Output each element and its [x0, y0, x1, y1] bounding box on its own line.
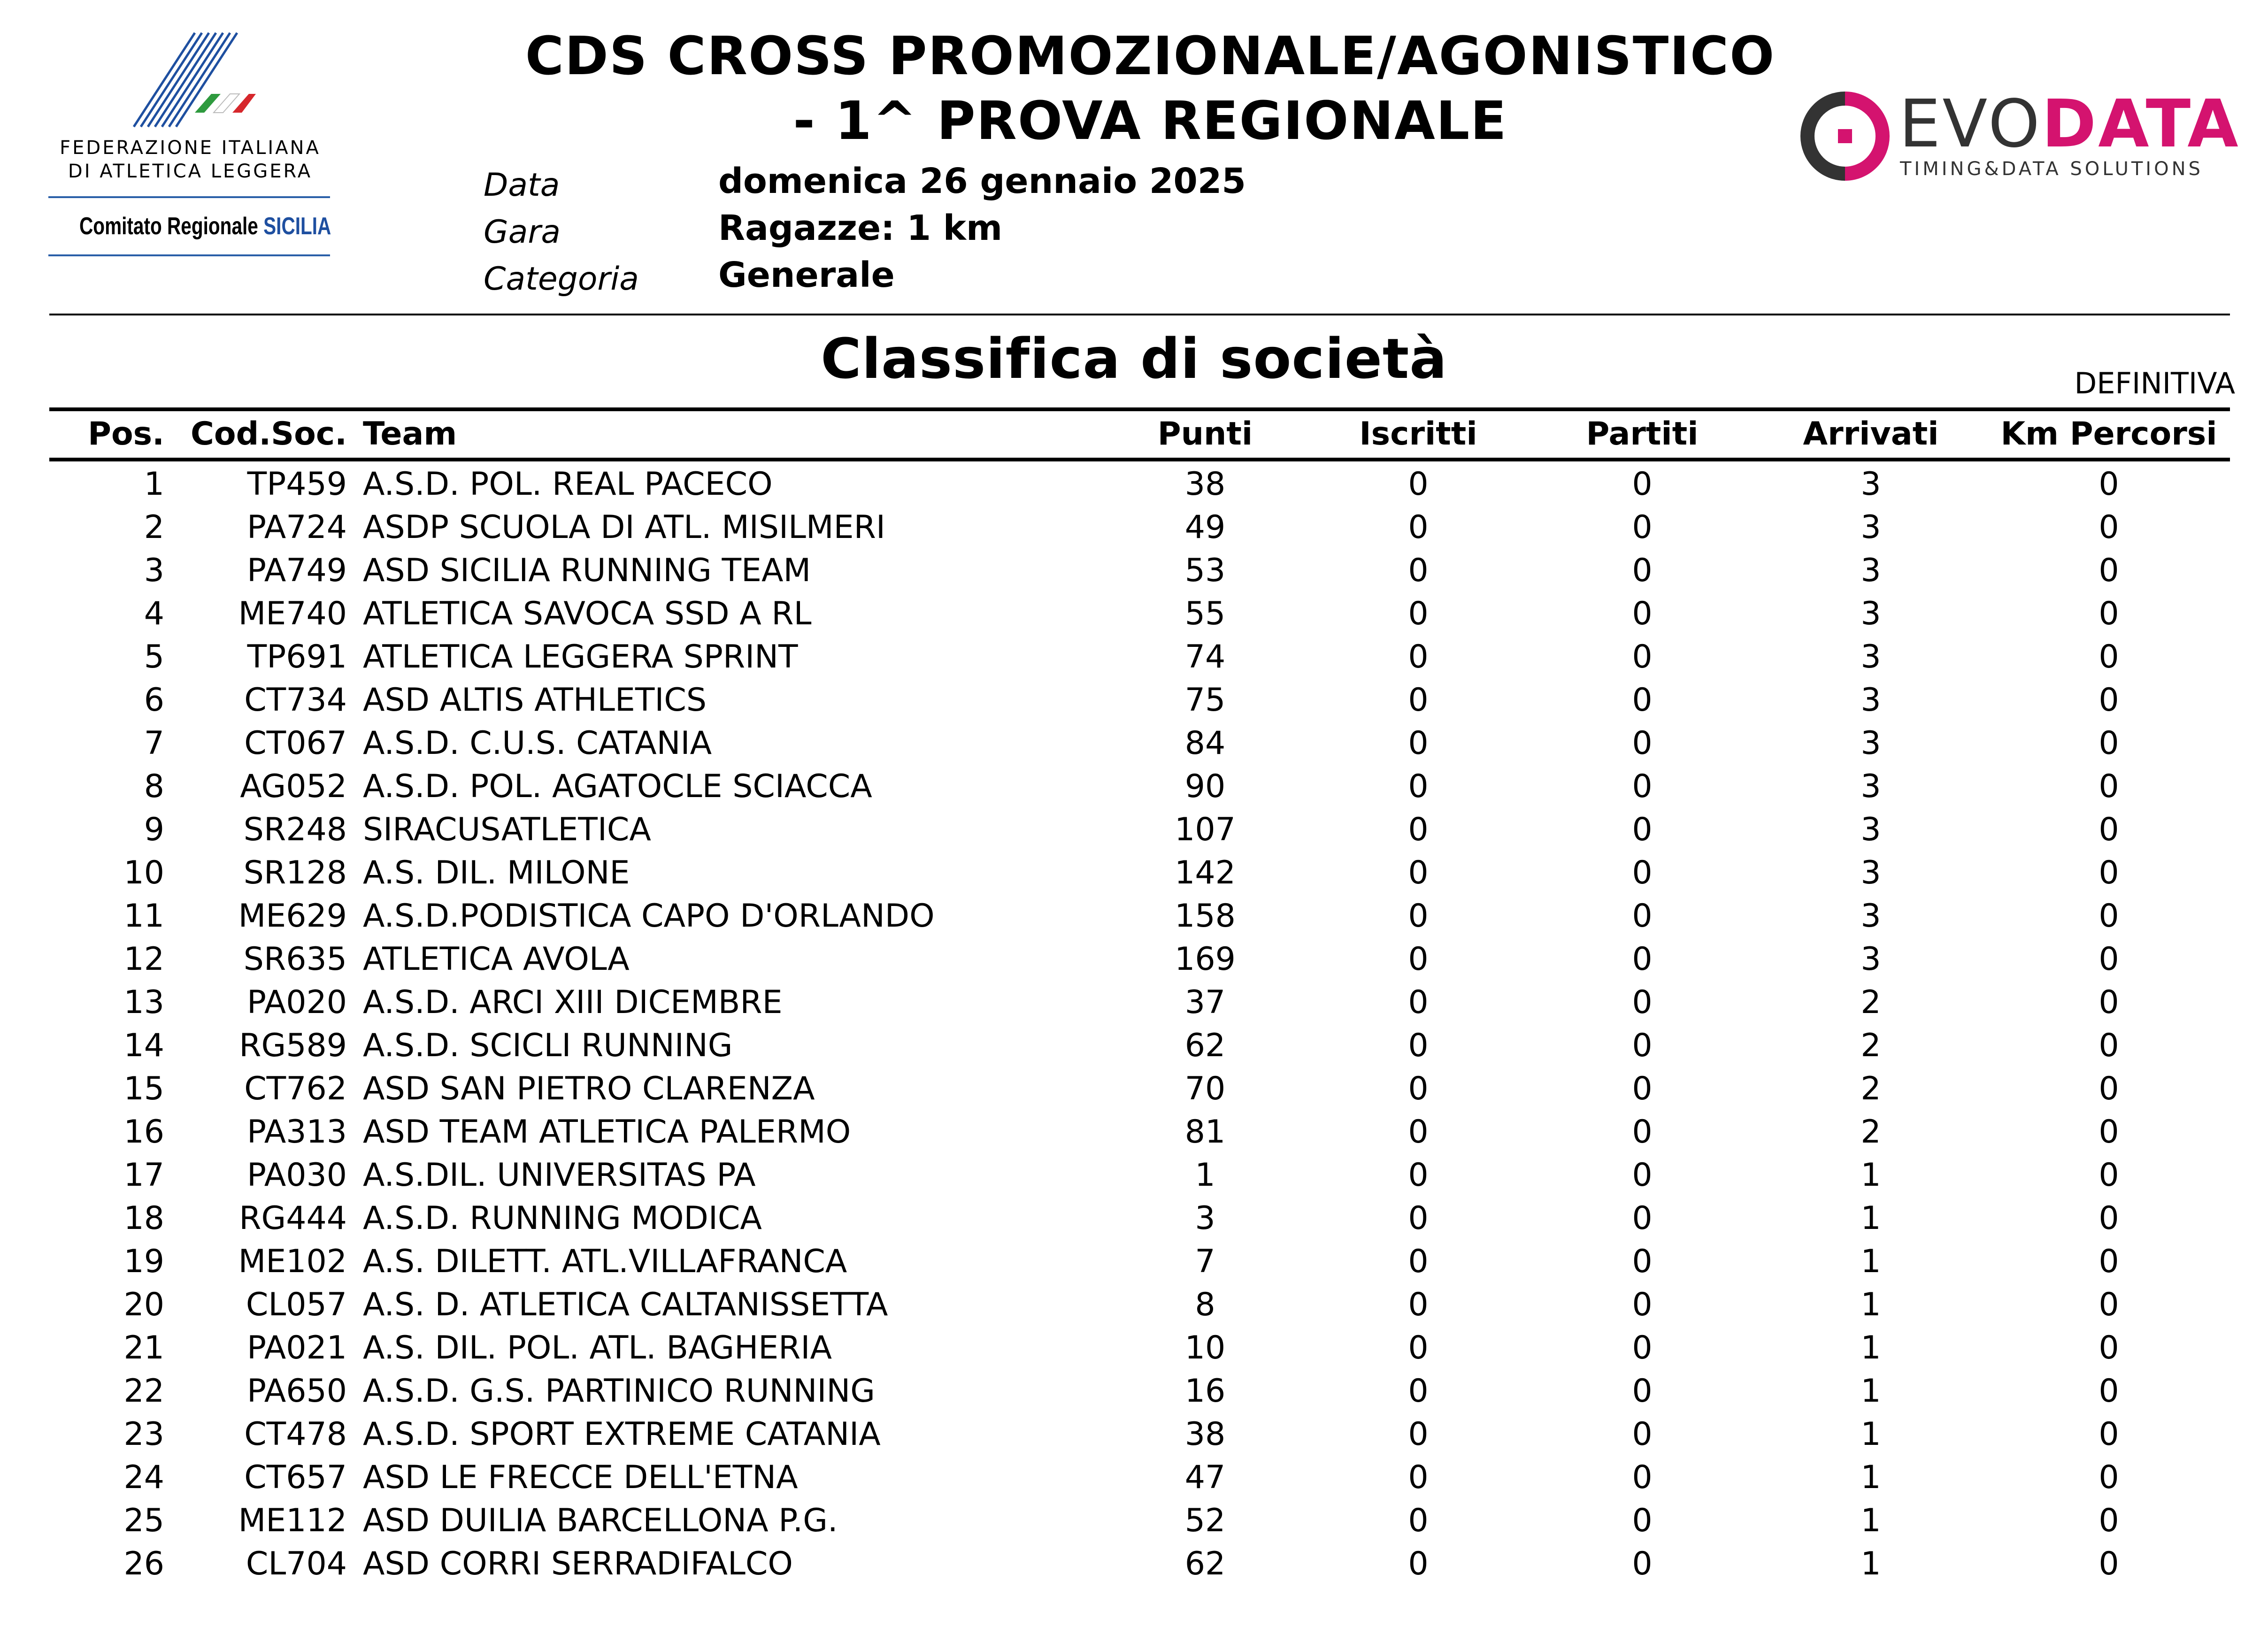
cell-arrivati: 2: [1861, 984, 1881, 1021]
cell-cod: PA749: [247, 552, 347, 589]
info-value-gara: Ragazze: 1 km: [718, 208, 1003, 248]
cell-punti: 62: [1184, 1027, 1226, 1064]
cell-km: 0: [2099, 941, 2119, 978]
table-row: [0, 679, 2268, 722]
cell-iscritti: 0: [1408, 1113, 1429, 1151]
cell-pos: 26: [123, 1545, 164, 1582]
cell-arrivati: 1: [1861, 1157, 1881, 1194]
cell-iscritti: 0: [1408, 768, 1429, 805]
cell-punti: 38: [1184, 466, 1226, 503]
col-header-punti: Punti: [1157, 415, 1253, 453]
cell-team: ASD ALTIS ATHLETICS: [363, 682, 707, 719]
cell-km: 0: [2099, 1157, 2119, 1194]
cell-km: 0: [2099, 552, 2119, 589]
cell-team: A.S. DIL. MILONE: [363, 854, 630, 891]
cell-iscritti: 0: [1408, 1070, 1429, 1107]
cell-pos: 6: [144, 682, 164, 719]
cell-team: A.S. DILETT. ATL.VILLAFRANCA: [363, 1243, 847, 1280]
cell-partiti: 0: [1632, 1373, 1653, 1410]
cell-arrivati: 3: [1861, 509, 1881, 546]
info-label-categoria: Categoria: [484, 261, 639, 298]
cell-team: ATLETICA SAVOCA SSD A RL: [363, 595, 812, 632]
fidal-rule-top: [48, 196, 330, 198]
cell-punti: 158: [1175, 898, 1236, 935]
cell-partiti: 0: [1632, 1027, 1653, 1064]
cell-punti: 70: [1184, 1070, 1226, 1107]
table-row: [0, 463, 2268, 506]
cell-iscritti: 0: [1408, 682, 1429, 719]
table-row: [0, 1543, 2268, 1586]
cell-cod: CT657: [244, 1459, 347, 1496]
cell-km: 0: [2099, 466, 2119, 503]
cell-team: ASD LE FRECCE DELL'ETNA: [363, 1459, 798, 1496]
cell-team: A.S.D. SCICLI RUNNING: [363, 1027, 733, 1064]
cell-partiti: 0: [1632, 638, 1653, 675]
cell-team: A.S.D. ARCI XIII DICEMBRE: [363, 984, 783, 1021]
cell-punti: 49: [1184, 509, 1226, 546]
fidal-name-line2: DI ATLETICA LEGGERA: [68, 161, 313, 182]
cell-punti: 8: [1195, 1286, 1215, 1323]
table-row: [0, 549, 2268, 592]
cell-pos: 16: [123, 1113, 164, 1151]
cell-iscritti: 0: [1408, 941, 1429, 978]
fidal-comitato-label: Comitato Regionale: [79, 213, 258, 240]
cell-punti: 81: [1184, 1113, 1226, 1151]
evodata-tagline: TIMING&DATA SOLUTIONS: [1900, 158, 2203, 180]
table-row: [0, 1240, 2268, 1283]
cell-arrivati: 1: [1861, 1200, 1881, 1237]
cell-km: 0: [2099, 1113, 2119, 1151]
cell-arrivati: 3: [1861, 595, 1881, 632]
cell-pos: 19: [123, 1243, 164, 1280]
cell-cod: CT478: [244, 1416, 347, 1453]
header-divider: [49, 314, 2230, 315]
cell-team: ASD SAN PIETRO CLARENZA: [363, 1070, 815, 1107]
cell-km: 0: [2099, 1329, 2119, 1366]
table-row: [0, 1370, 2268, 1413]
cell-iscritti: 0: [1408, 1157, 1429, 1194]
table-top-rule: [49, 407, 2230, 411]
col-header-team: Team: [363, 415, 457, 453]
cell-punti: 38: [1184, 1416, 1226, 1453]
cell-punti: 1: [1195, 1157, 1215, 1194]
cell-arrivati: 3: [1861, 466, 1881, 503]
cell-iscritti: 0: [1408, 466, 1429, 503]
cell-pos: 15: [123, 1070, 164, 1107]
evodata-evo: EVO: [1899, 86, 2042, 162]
cell-arrivati: 2: [1861, 1027, 1881, 1064]
cell-punti: 62: [1184, 1545, 1226, 1582]
table-row: [0, 722, 2268, 765]
page-title-line1: CDS CROSS PROMOZIONALE/AGONISTICO: [525, 26, 1776, 87]
col-header-partiti: Partiti: [1586, 415, 1699, 453]
cell-team: ATLETICA LEGGERA SPRINT: [363, 638, 798, 675]
cell-arrivati: 1: [1861, 1502, 1881, 1539]
cell-partiti: 0: [1632, 1416, 1653, 1453]
cell-km: 0: [2099, 1545, 2119, 1582]
table-row: [0, 1111, 2268, 1154]
cell-arrivati: 3: [1861, 725, 1881, 762]
cell-km: 0: [2099, 768, 2119, 805]
cell-km: 0: [2099, 1459, 2119, 1496]
cell-pos: 2: [144, 509, 164, 546]
cell-pos: 8: [144, 768, 164, 805]
cell-team: ASD TEAM ATLETICA PALERMO: [363, 1113, 851, 1151]
cell-pos: 22: [123, 1373, 164, 1410]
cell-km: 0: [2099, 638, 2119, 675]
cell-cod: CT067: [244, 725, 347, 762]
cell-arrivati: 3: [1861, 552, 1881, 589]
cell-arrivati: 3: [1861, 811, 1881, 848]
fidal-stripes-icon: [124, 28, 256, 131]
cell-iscritti: 0: [1408, 1459, 1429, 1496]
cell-cod: PA313: [247, 1113, 347, 1151]
cell-team: ASD DUILIA BARCELLONA P.G.: [363, 1502, 838, 1539]
cell-partiti: 0: [1632, 682, 1653, 719]
cell-pos: 21: [123, 1329, 164, 1366]
cell-team: A.S.DIL. UNIVERSITAS PA: [363, 1157, 756, 1194]
cell-team: ATLETICA AVOLA: [363, 941, 630, 978]
cell-arrivati: 3: [1861, 682, 1881, 719]
cell-arrivati: 3: [1861, 941, 1881, 978]
table-row: [0, 1067, 2268, 1111]
cell-iscritti: 0: [1408, 552, 1429, 589]
cell-punti: 47: [1184, 1459, 1226, 1496]
fidal-rule-bottom: [48, 254, 330, 256]
cell-km: 0: [2099, 898, 2119, 935]
cell-cod: SR248: [243, 811, 347, 848]
cell-punti: 10: [1184, 1329, 1226, 1366]
cell-pos: 13: [123, 984, 164, 1021]
cell-cod: PA021: [247, 1329, 347, 1366]
cell-partiti: 0: [1632, 1200, 1653, 1237]
cell-pos: 1: [144, 466, 164, 503]
table-row: [0, 895, 2268, 938]
col-header-km: Km Percorsi: [2000, 415, 2217, 453]
cell-cod: TP691: [247, 638, 347, 675]
cell-arrivati: 1: [1861, 1243, 1881, 1280]
cell-punti: 7: [1195, 1243, 1215, 1280]
cell-km: 0: [2099, 1286, 2119, 1323]
cell-partiti: 0: [1632, 1459, 1653, 1496]
cell-team: ASD CORRI SERRADIFALCO: [363, 1545, 793, 1582]
cell-iscritti: 0: [1408, 1329, 1429, 1366]
cell-pos: 14: [123, 1027, 164, 1064]
col-header-iscritti: Iscritti: [1359, 415, 1477, 453]
cell-partiti: 0: [1632, 595, 1653, 632]
table-row: [0, 592, 2268, 636]
cell-arrivati: 1: [1861, 1286, 1881, 1323]
cell-iscritti: 0: [1408, 725, 1429, 762]
cell-km: 0: [2099, 854, 2119, 891]
cell-km: 0: [2099, 984, 2119, 1021]
cell-iscritti: 0: [1408, 638, 1429, 675]
cell-cod: RG589: [239, 1027, 347, 1064]
cell-km: 0: [2099, 1070, 2119, 1107]
cell-arrivati: 1: [1861, 1373, 1881, 1410]
cell-team: A.S.D. POL. AGATOCLE SCIACCA: [363, 768, 872, 805]
info-label-data: Data: [484, 167, 560, 204]
cell-iscritti: 0: [1408, 1200, 1429, 1237]
cell-pos: 12: [123, 941, 164, 978]
cell-cod: ME629: [238, 898, 347, 935]
cell-km: 0: [2099, 811, 2119, 848]
cell-punti: 75: [1184, 682, 1226, 719]
cell-iscritti: 0: [1408, 1416, 1429, 1453]
page-title-line2: - 1^ PROVA REGIONALE: [793, 91, 1507, 152]
info-value-data: domenica 26 gennaio 2025: [718, 161, 1246, 201]
cell-team: ASD SICILIA RUNNING TEAM: [363, 552, 811, 589]
cell-cod: PA724: [247, 509, 347, 546]
table-row: [0, 1024, 2268, 1067]
cell-pos: 18: [123, 1200, 164, 1237]
evodata-data: DATA: [2041, 86, 2240, 162]
cell-partiti: 0: [1632, 1286, 1653, 1323]
cell-partiti: 0: [1632, 1329, 1653, 1366]
cell-pos: 9: [144, 811, 164, 848]
cell-cod: SR128: [243, 854, 347, 891]
cell-team: A.S.D. POL. REAL PACECO: [363, 466, 773, 503]
cell-km: 0: [2099, 509, 2119, 546]
table-row: [0, 1327, 2268, 1370]
cell-punti: 84: [1184, 725, 1226, 762]
col-header-cod: Cod.Soc.: [191, 415, 347, 453]
cell-km: 0: [2099, 1027, 2119, 1064]
cell-km: 0: [2099, 682, 2119, 719]
cell-iscritti: 0: [1408, 509, 1429, 546]
cell-team: A.S. DIL. POL. ATL. BAGHERIA: [363, 1329, 832, 1366]
cell-arrivati: 3: [1861, 854, 1881, 891]
cell-iscritti: 0: [1408, 898, 1429, 935]
cell-arrivati: 1: [1861, 1416, 1881, 1453]
cell-iscritti: 0: [1408, 1243, 1429, 1280]
table-row: [0, 808, 2268, 852]
cell-punti: 37: [1184, 984, 1226, 1021]
cell-partiti: 0: [1632, 941, 1653, 978]
cell-partiti: 0: [1632, 1502, 1653, 1539]
fidal-comitato: [79, 212, 331, 240]
cell-partiti: 0: [1632, 1157, 1653, 1194]
cell-pos: 20: [123, 1286, 164, 1323]
status-badge: DEFINITIVA: [2074, 366, 2235, 400]
cell-iscritti: 0: [1408, 1502, 1429, 1539]
fidal-name-line1: FEDERAZIONE ITALIANA: [60, 137, 321, 159]
cell-pos: 4: [144, 595, 164, 632]
cell-iscritti: 0: [1408, 1545, 1429, 1582]
cell-punti: 16: [1184, 1373, 1226, 1410]
fidal-logo: [45, 28, 336, 263]
info-label-gara: Gara: [484, 214, 561, 251]
cell-pos: 17: [123, 1157, 164, 1194]
cell-partiti: 0: [1632, 466, 1653, 503]
cell-cod: CT734: [244, 682, 347, 719]
info-value-categoria: Generale: [718, 255, 895, 295]
cell-partiti: 0: [1632, 509, 1653, 546]
cell-arrivati: 3: [1861, 768, 1881, 805]
table-row: [0, 636, 2268, 679]
cell-partiti: 0: [1632, 552, 1653, 589]
cell-pos: 5: [144, 638, 164, 675]
cell-arrivati: 3: [1861, 638, 1881, 675]
cell-arrivati: 1: [1861, 1459, 1881, 1496]
cell-partiti: 0: [1632, 898, 1653, 935]
table-row: [0, 1283, 2268, 1327]
cell-arrivati: 1: [1861, 1545, 1881, 1582]
cell-cod: ME112: [238, 1502, 347, 1539]
cell-pos: 10: [123, 854, 164, 891]
cell-iscritti: 0: [1408, 984, 1429, 1021]
cell-km: 0: [2099, 725, 2119, 762]
cell-partiti: 0: [1632, 768, 1653, 805]
table-row: [0, 852, 2268, 895]
cell-cod: CL057: [246, 1286, 347, 1323]
cell-cod: ME740: [238, 595, 347, 632]
cell-partiti: 0: [1632, 1243, 1653, 1280]
table-row: [0, 765, 2268, 808]
evodata-wordmark: [1899, 86, 2240, 162]
cell-pos: 3: [144, 552, 164, 589]
table-row: [0, 1413, 2268, 1456]
cell-cod: CT762: [244, 1070, 347, 1107]
cell-team: A.S. D. ATLETICA CALTANISSETTA: [363, 1286, 888, 1323]
evodata-ring-icon: [1800, 92, 1890, 181]
cell-km: 0: [2099, 1243, 2119, 1280]
cell-pos: 11: [123, 898, 164, 935]
table-row: [0, 938, 2268, 981]
cell-punti: 53: [1184, 552, 1226, 589]
cell-team: SIRACUSATLETICA: [363, 811, 651, 848]
cell-km: 0: [2099, 1416, 2119, 1453]
cell-team: A.S.D. RUNNING MODICA: [363, 1200, 762, 1237]
evodata-logo: [1800, 86, 2240, 185]
cell-punti: 142: [1175, 854, 1236, 891]
cell-iscritti: 0: [1408, 1286, 1429, 1323]
table-header-rule: [49, 458, 2230, 461]
col-header-pos: Pos.: [88, 415, 164, 453]
cell-partiti: 0: [1632, 1113, 1653, 1151]
cell-km: 0: [2099, 595, 2119, 632]
col-header-arrivati: Arrivati: [1803, 415, 1939, 453]
cell-iscritti: 0: [1408, 1373, 1429, 1410]
cell-punti: 107: [1175, 811, 1236, 848]
cell-arrivati: 1: [1861, 1329, 1881, 1366]
cell-punti: 3: [1195, 1200, 1215, 1237]
cell-team: ASDP SCUOLA DI ATL. MISILMERI: [363, 509, 885, 546]
cell-km: 0: [2099, 1373, 2119, 1410]
cell-punti: 52: [1184, 1502, 1226, 1539]
cell-cod: AG052: [240, 768, 347, 805]
cell-pos: 25: [123, 1502, 164, 1539]
cell-partiti: 0: [1632, 1070, 1653, 1107]
cell-cod: PA030: [247, 1157, 347, 1194]
cell-arrivati: 2: [1861, 1070, 1881, 1107]
cell-cod: RG444: [239, 1200, 347, 1237]
cell-punti: 74: [1184, 638, 1226, 675]
cell-cod: PA020: [247, 984, 347, 1021]
cell-punti: 169: [1175, 941, 1236, 978]
table-row: [0, 981, 2268, 1024]
cell-iscritti: 0: [1408, 811, 1429, 848]
cell-partiti: 0: [1632, 811, 1653, 848]
cell-cod: ME102: [238, 1243, 347, 1280]
cell-partiti: 0: [1632, 1545, 1653, 1582]
cell-pos: 23: [123, 1416, 164, 1453]
fidal-region: SICILIA: [263, 213, 331, 240]
cell-arrivati: 3: [1861, 898, 1881, 935]
cell-iscritti: 0: [1408, 1027, 1429, 1064]
cell-team: A.S.D. C.U.S. CATANIA: [363, 725, 712, 762]
table-row: [0, 1499, 2268, 1543]
cell-iscritti: 0: [1408, 595, 1429, 632]
cell-cod: PA650: [247, 1373, 347, 1410]
cell-cod: CL704: [246, 1545, 347, 1582]
cell-km: 0: [2099, 1200, 2119, 1237]
cell-partiti: 0: [1632, 854, 1653, 891]
cell-km: 0: [2099, 1502, 2119, 1539]
cell-iscritti: 0: [1408, 854, 1429, 891]
table-row: [0, 1154, 2268, 1197]
table-row: [0, 1197, 2268, 1240]
section-title: Classifica di società: [821, 326, 1447, 391]
cell-team: A.S.D. G.S. PARTINICO RUNNING: [363, 1373, 875, 1410]
cell-cod: TP459: [247, 466, 347, 503]
cell-arrivati: 2: [1861, 1113, 1881, 1151]
cell-punti: 90: [1184, 768, 1226, 805]
cell-pos: 24: [123, 1459, 164, 1496]
cell-partiti: 0: [1632, 725, 1653, 762]
cell-team: A.S.D.PODISTICA CAPO D'ORLANDO: [363, 898, 935, 935]
cell-partiti: 0: [1632, 984, 1653, 1021]
cell-pos: 7: [144, 725, 164, 762]
table-row: [0, 1456, 2268, 1499]
table-row: [0, 506, 2268, 549]
cell-cod: SR635: [243, 941, 347, 978]
cell-team: A.S.D. SPORT EXTREME CATANIA: [363, 1416, 881, 1453]
cell-punti: 55: [1184, 595, 1226, 632]
